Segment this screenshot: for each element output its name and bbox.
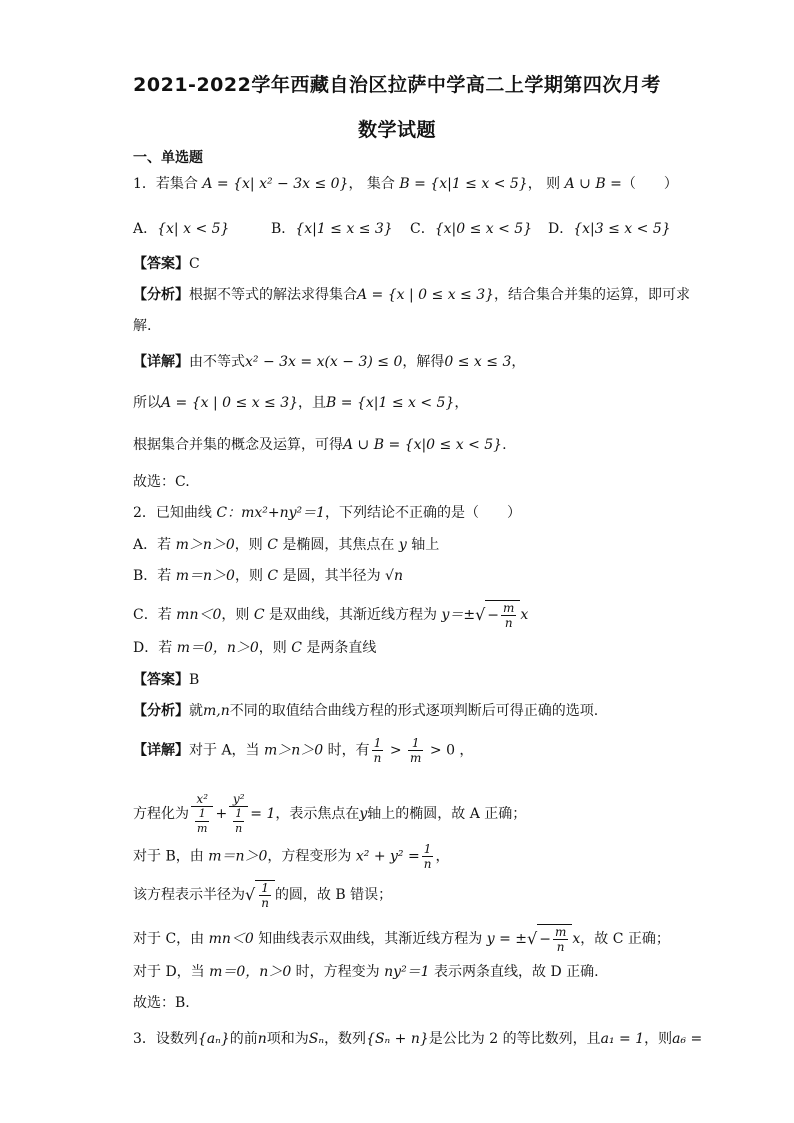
q1-option-d: D．{x|3 ≤ x < 5}: [548, 221, 671, 237]
q1-choose: 故选：C.: [133, 474, 190, 490]
q2-option-a: A．若 m＞n＞0，则 C 是椭圆，其焦点在 y 轴上: [133, 537, 440, 553]
section-heading: 一、单选题: [133, 150, 203, 166]
q2-detail-2: 方程化为 $\frac{\text{x²}}{\frac{1}{m}}$ + $\frac{\text{y²}}{\frac{1}{n}}$ = 1，表示焦点在y轴上的椭圆，故 A 正确；: [133, 792, 527, 835]
q2-answer: 【答案】B: [133, 672, 200, 688]
q3-stem: 3．设数列{aₙ}的前n项和为Sₙ，数列{Sₙ + n}是公比为 2 的等比数列，且a₁ = 1，则a₆ =: [133, 1031, 703, 1047]
q1-detail-2: 所以A = {x | 0 ≤ x ≤ 3}，且B = {x|1 ≤ x < 5}，: [133, 395, 469, 411]
q1-stem: 1．若集合 A = {x| x² − 3x ≤ 0}， 集合 B = {x|1 ≤ x < 5}， 则 A ∪ B =（ ）: [133, 176, 678, 192]
q2-analysis: 【分析】就m,n不同的取值结合曲线方程的形式逐项判断后可得正确的选项.: [133, 703, 599, 719]
q2-option-b: B．若 m＝n＞0，则 C 是圆，其半径为 √n: [133, 568, 403, 584]
q1-answer: 【答案】C: [133, 256, 200, 272]
q2-option-c: C．若 mn＜0，则 C 是双曲线，其渐近线方程为 y＝±√ − $\frac{m}{n}$ x: [133, 601, 529, 630]
q2-option-d: D．若 m＝0，n＞0，则 C 是两条直线: [133, 640, 377, 656]
q1-detail-3: 根据集合并集的概念及运算，可得A ∪ B = {x|0 ≤ x < 5}.: [133, 437, 507, 453]
q1-option-a: A．{x| x < 5}: [133, 221, 230, 237]
q2-detail-1: 【详解】对于 A，当 m＞n＞0 时，有 $\frac{1}{n}$ > $\frac{1}{m}$ > 0 ，: [133, 736, 474, 765]
q2-choose: 故选：B.: [133, 995, 190, 1011]
q2-detail-6: 对于 D，当 m＝0，n＞0 时，方程变为 ny²＝1 表示两条直线，故 D 正确.: [133, 964, 599, 980]
q2-detail-4: 该方程表示半径为√ $\frac{1}{n}$ 的圆，故 B 错误；: [133, 881, 393, 910]
q2-stem: 2．已知曲线 C：mx²+ny²＝1，下列结论不正确的是（ ）: [133, 505, 522, 521]
q1-option-c: C．{x|0 ≤ x < 5}: [410, 221, 533, 237]
q1-detail-1: 【详解】由不等式x² − 3x = x(x − 3) ≤ 0，解得0 ≤ x ≤ 3，: [133, 354, 526, 370]
page-title: 2021-2022学年西藏自治区拉萨中学高二上学期第四次月考: [133, 74, 661, 96]
q2-detail-3: 对于 B，由 m＝n＞0，方程变形为 x² + y² = $\frac{1}{n}$ ，: [133, 842, 450, 871]
q1-option-b: B．{x|1 ≤ x ≤ 3}: [271, 221, 393, 237]
sqrt-symbol: √ − $\frac{m}{n}$: [475, 600, 520, 630]
q2-detail-5: 对于 C，由 mn＜0 知曲线表示双曲线，其渐近线方程为 y = ±√ − $\frac{m}{n}$ x，故 C 正确；: [133, 925, 670, 954]
page-subtitle: 数学试题: [357, 119, 436, 141]
q1-analysis-cont: 解.: [133, 318, 152, 334]
q1-analysis: 【分析】根据不等式的解法求得集合A = {x | 0 ≤ x ≤ 3}，结合集合并集的运算，即可求: [133, 287, 691, 303]
